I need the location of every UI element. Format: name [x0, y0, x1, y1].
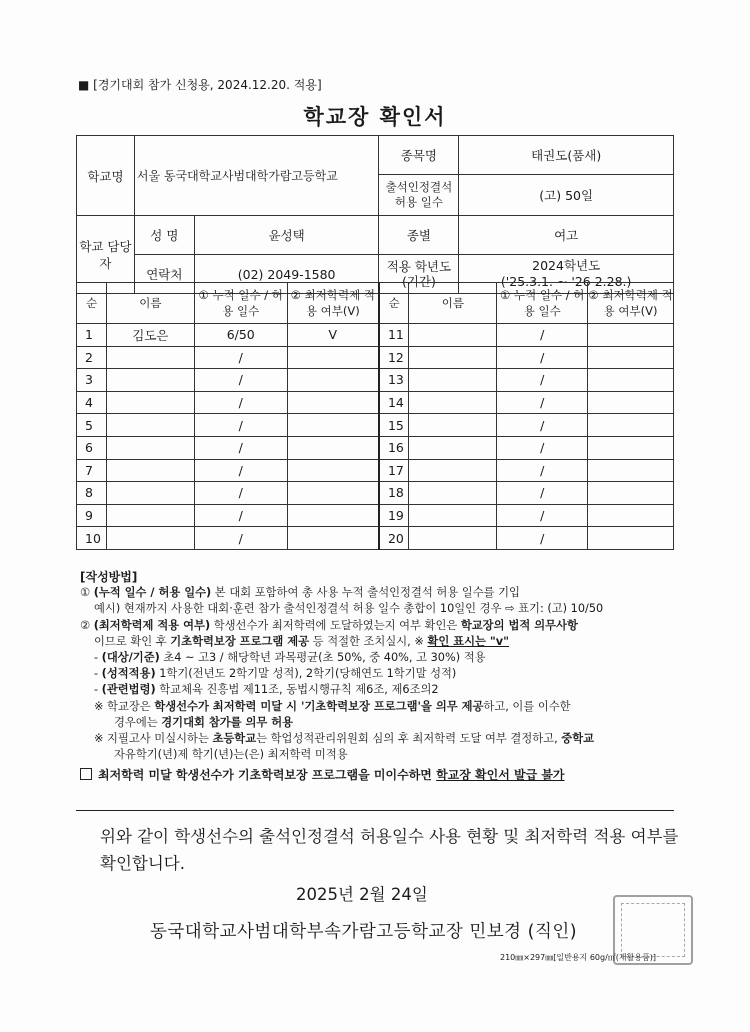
manager-label: 학교 담당자	[77, 216, 135, 294]
cell-no: 2	[77, 346, 107, 369]
student-table	[76, 282, 674, 550]
cell-name	[106, 346, 194, 369]
cell-name	[409, 459, 497, 482]
cell-min	[588, 324, 674, 347]
note-grades: - (성적적용) 1학기(전년도 2학기말 성적), 2학기(당해연도 1학기말 성적)	[94, 667, 457, 681]
cell-no: 12	[379, 346, 409, 369]
note-principal: ※ 학교장은 학생선수가 최저학력 미달 시 '기초학력보장 프로그램'을 의무 제공하고, 이를 이수한	[94, 699, 571, 713]
note-2: ② (최저학력제 적용 여부) 학생선수가 최저학력에 도달하였는지 여부 확인은 학교장의 법적 의무사항	[80, 618, 578, 632]
cell-min	[588, 369, 674, 392]
page-title: 학교장 확인서	[303, 105, 447, 129]
cell-no: 15	[379, 414, 409, 437]
note-target: - (대상/기준) 초4 ~ 고3 / 해당학년 과목평균(초 50%, 중 40%, 고 30%) 적용	[94, 651, 486, 665]
school-signature: 동국대학교사범대학부속가람고등학교장 민보경 (직인)	[150, 922, 578, 942]
paper-spec: 210㎜×297㎜[일반용지 60g/㎡(재활용품)]	[500, 953, 657, 962]
cell-name	[409, 369, 497, 392]
table-row	[77, 459, 674, 482]
cell-min	[588, 436, 674, 459]
cell-no: 8	[77, 482, 107, 505]
info-table	[76, 135, 674, 294]
cell-name	[106, 482, 194, 505]
cell-no: 14	[379, 391, 409, 414]
cell-name	[106, 391, 194, 414]
cell-no: 9	[77, 504, 107, 527]
table-row	[77, 482, 674, 505]
cell-name	[106, 369, 194, 392]
cell-min	[588, 414, 674, 437]
cell-no: 17	[379, 459, 409, 482]
note-law: - (관련법령) 학교체육 진흥법 제11조, 동법시행규칙 제6조, 제6조의2	[94, 683, 439, 697]
table-row	[77, 504, 674, 527]
cell-name	[409, 436, 497, 459]
table-row	[77, 391, 674, 414]
table-row	[77, 527, 674, 550]
cell-name	[106, 459, 194, 482]
divider	[76, 810, 674, 811]
cell-days: /	[194, 482, 287, 505]
cell-no: 18	[379, 482, 409, 505]
cell-days: /	[194, 414, 287, 437]
col-days: ① 누적 일수 / 허용 일수	[194, 283, 287, 324]
allowed-days-label: 출석인정결석 허용 일수	[379, 175, 459, 216]
instructions	[80, 569, 680, 784]
cell-min	[287, 369, 379, 392]
cell-min	[588, 346, 674, 369]
cell-days: /	[497, 391, 588, 414]
cell-name	[106, 436, 194, 459]
table-row	[77, 324, 674, 347]
cell-no: 3	[77, 369, 107, 392]
note-principal-cont: 경우에는 경기대회 참가를 의무 허용	[114, 715, 294, 729]
cell-days: /	[194, 369, 287, 392]
cell-min	[588, 482, 674, 505]
cell-days: /	[497, 414, 588, 437]
cell-min	[287, 527, 379, 550]
instructions-heading: [작성방법]	[80, 570, 138, 584]
cell-min	[287, 436, 379, 459]
student-rows	[77, 324, 674, 550]
checkbox-icon	[80, 768, 92, 780]
cell-no: 7	[77, 459, 107, 482]
cell-name	[106, 504, 194, 527]
cell-min	[287, 414, 379, 437]
cell-no: 11	[379, 324, 409, 347]
table-row	[77, 436, 674, 459]
cell-days: /	[497, 436, 588, 459]
header-note: ■ [경기대회 참가 신청용, 2024.12.20. 적용]	[78, 78, 322, 92]
cell-no: 6	[77, 436, 107, 459]
allowed-days-value: (고) 50일	[459, 175, 674, 216]
cell-name	[106, 414, 194, 437]
cell-days: /	[194, 436, 287, 459]
cell-name	[409, 391, 497, 414]
note-warning: 최저학력 미달 학생선수가 기초학력보장 프로그램을 미이수하면 학교장 확인서 발급 불가	[80, 767, 680, 783]
year-period: ('25.3.1. ~ '26 2.28.)	[500, 274, 632, 289]
cell-days: /	[194, 459, 287, 482]
cell-min	[287, 459, 379, 482]
cell-days: /	[497, 346, 588, 369]
col-days-2: ① 누적 일수 / 허용 일수	[497, 283, 588, 324]
cell-days: /	[497, 504, 588, 527]
cell-name	[409, 527, 497, 550]
col-no-2: 순	[379, 283, 409, 324]
issue-date: 2025년 2월 24일	[296, 885, 428, 904]
cell-days: /	[497, 324, 588, 347]
cell-days: /	[194, 527, 287, 550]
year-label: 적용 학년도 (기간)	[379, 255, 459, 294]
cell-no: 20	[379, 527, 409, 550]
note-1-example: 예시) 현재까지 사용한 대회·훈련 참가 출석인정결석 허용 일수 총합이 10일인 경우 ⇨ 표기: (고) 10/50	[94, 602, 604, 616]
table-row	[77, 414, 674, 437]
cell-name	[409, 414, 497, 437]
cell-name	[409, 324, 497, 347]
cell-no: 10	[77, 527, 107, 550]
cell-days: /	[497, 459, 588, 482]
school-label: 학교명	[77, 136, 135, 216]
cell-days: /	[194, 391, 287, 414]
cell-name: 김도은	[106, 324, 194, 347]
name-label: 성 명	[134, 216, 194, 255]
confirm-text: 위와 같이 학생선수의 출석인정결석 허용일수 사용 현황 및 최저학력 적용 여부를 확인합니다.	[100, 827, 679, 873]
category-value: 여고	[459, 216, 674, 255]
cell-name	[106, 527, 194, 550]
cell-name	[409, 482, 497, 505]
cell-min: V	[287, 324, 379, 347]
sport-value: 태권도(품새)	[459, 136, 674, 175]
cell-days: /	[194, 346, 287, 369]
cell-name	[409, 504, 497, 527]
cell-days: /	[497, 369, 588, 392]
cell-min	[287, 391, 379, 414]
year-value: 2024학년도	[532, 258, 601, 273]
name-value: 윤성택	[194, 216, 379, 255]
cell-no: 4	[77, 391, 107, 414]
cell-days: /	[497, 527, 588, 550]
col-name-2: 이름	[409, 283, 497, 324]
category-label: 종별	[379, 216, 459, 255]
col-min: ② 최저학력제 적용 여부(V)	[287, 283, 379, 324]
cell-min	[588, 391, 674, 414]
cell-no: 16	[379, 436, 409, 459]
col-name: 이름	[106, 283, 194, 324]
col-min-2: ② 최저학력제 적용 여부(V)	[588, 283, 674, 324]
contact-value: (02) 2049-1580	[194, 255, 379, 294]
cell-days: /	[194, 504, 287, 527]
table-row	[77, 369, 674, 392]
cell-min	[287, 504, 379, 527]
table-row	[77, 346, 674, 369]
cell-days: /	[497, 482, 588, 505]
cell-min	[588, 459, 674, 482]
cell-no: 19	[379, 504, 409, 527]
cell-min	[588, 504, 674, 527]
cell-no: 1	[77, 324, 107, 347]
note-1: ① (누적 일수 / 허용 일수) 본 대회 포함하여 총 사용 누적 출석인정결석 허용 일수를 기입	[80, 586, 520, 600]
col-no: 순	[77, 283, 107, 324]
cell-no: 5	[77, 414, 107, 437]
cell-min	[287, 346, 379, 369]
cell-min	[287, 482, 379, 505]
cell-days: 6/50	[194, 324, 287, 347]
cell-name	[409, 346, 497, 369]
cell-no: 13	[379, 369, 409, 392]
note-exam: ※ 지필고사 미실시하는 초등학교는 학업성적관리위원회 심의 후 최저학력 도달 여부 결정하고, 중학교	[94, 732, 595, 746]
school-value: 서울 동국대학교사범대학가람고등학교	[134, 136, 379, 216]
contact-label: 연락처	[134, 255, 194, 294]
sport-label: 종목명	[379, 136, 459, 175]
note-exam-cont: 자유학기(년)제 학기(년)는(은) 최저학력 미적용	[114, 748, 348, 762]
cell-min	[588, 527, 674, 550]
note-2-cont: 이므로 확인 후 기초학력보장 프로그램 제공 등 적절한 조치실시, ※ 확인 표시는 "v"	[94, 634, 509, 648]
